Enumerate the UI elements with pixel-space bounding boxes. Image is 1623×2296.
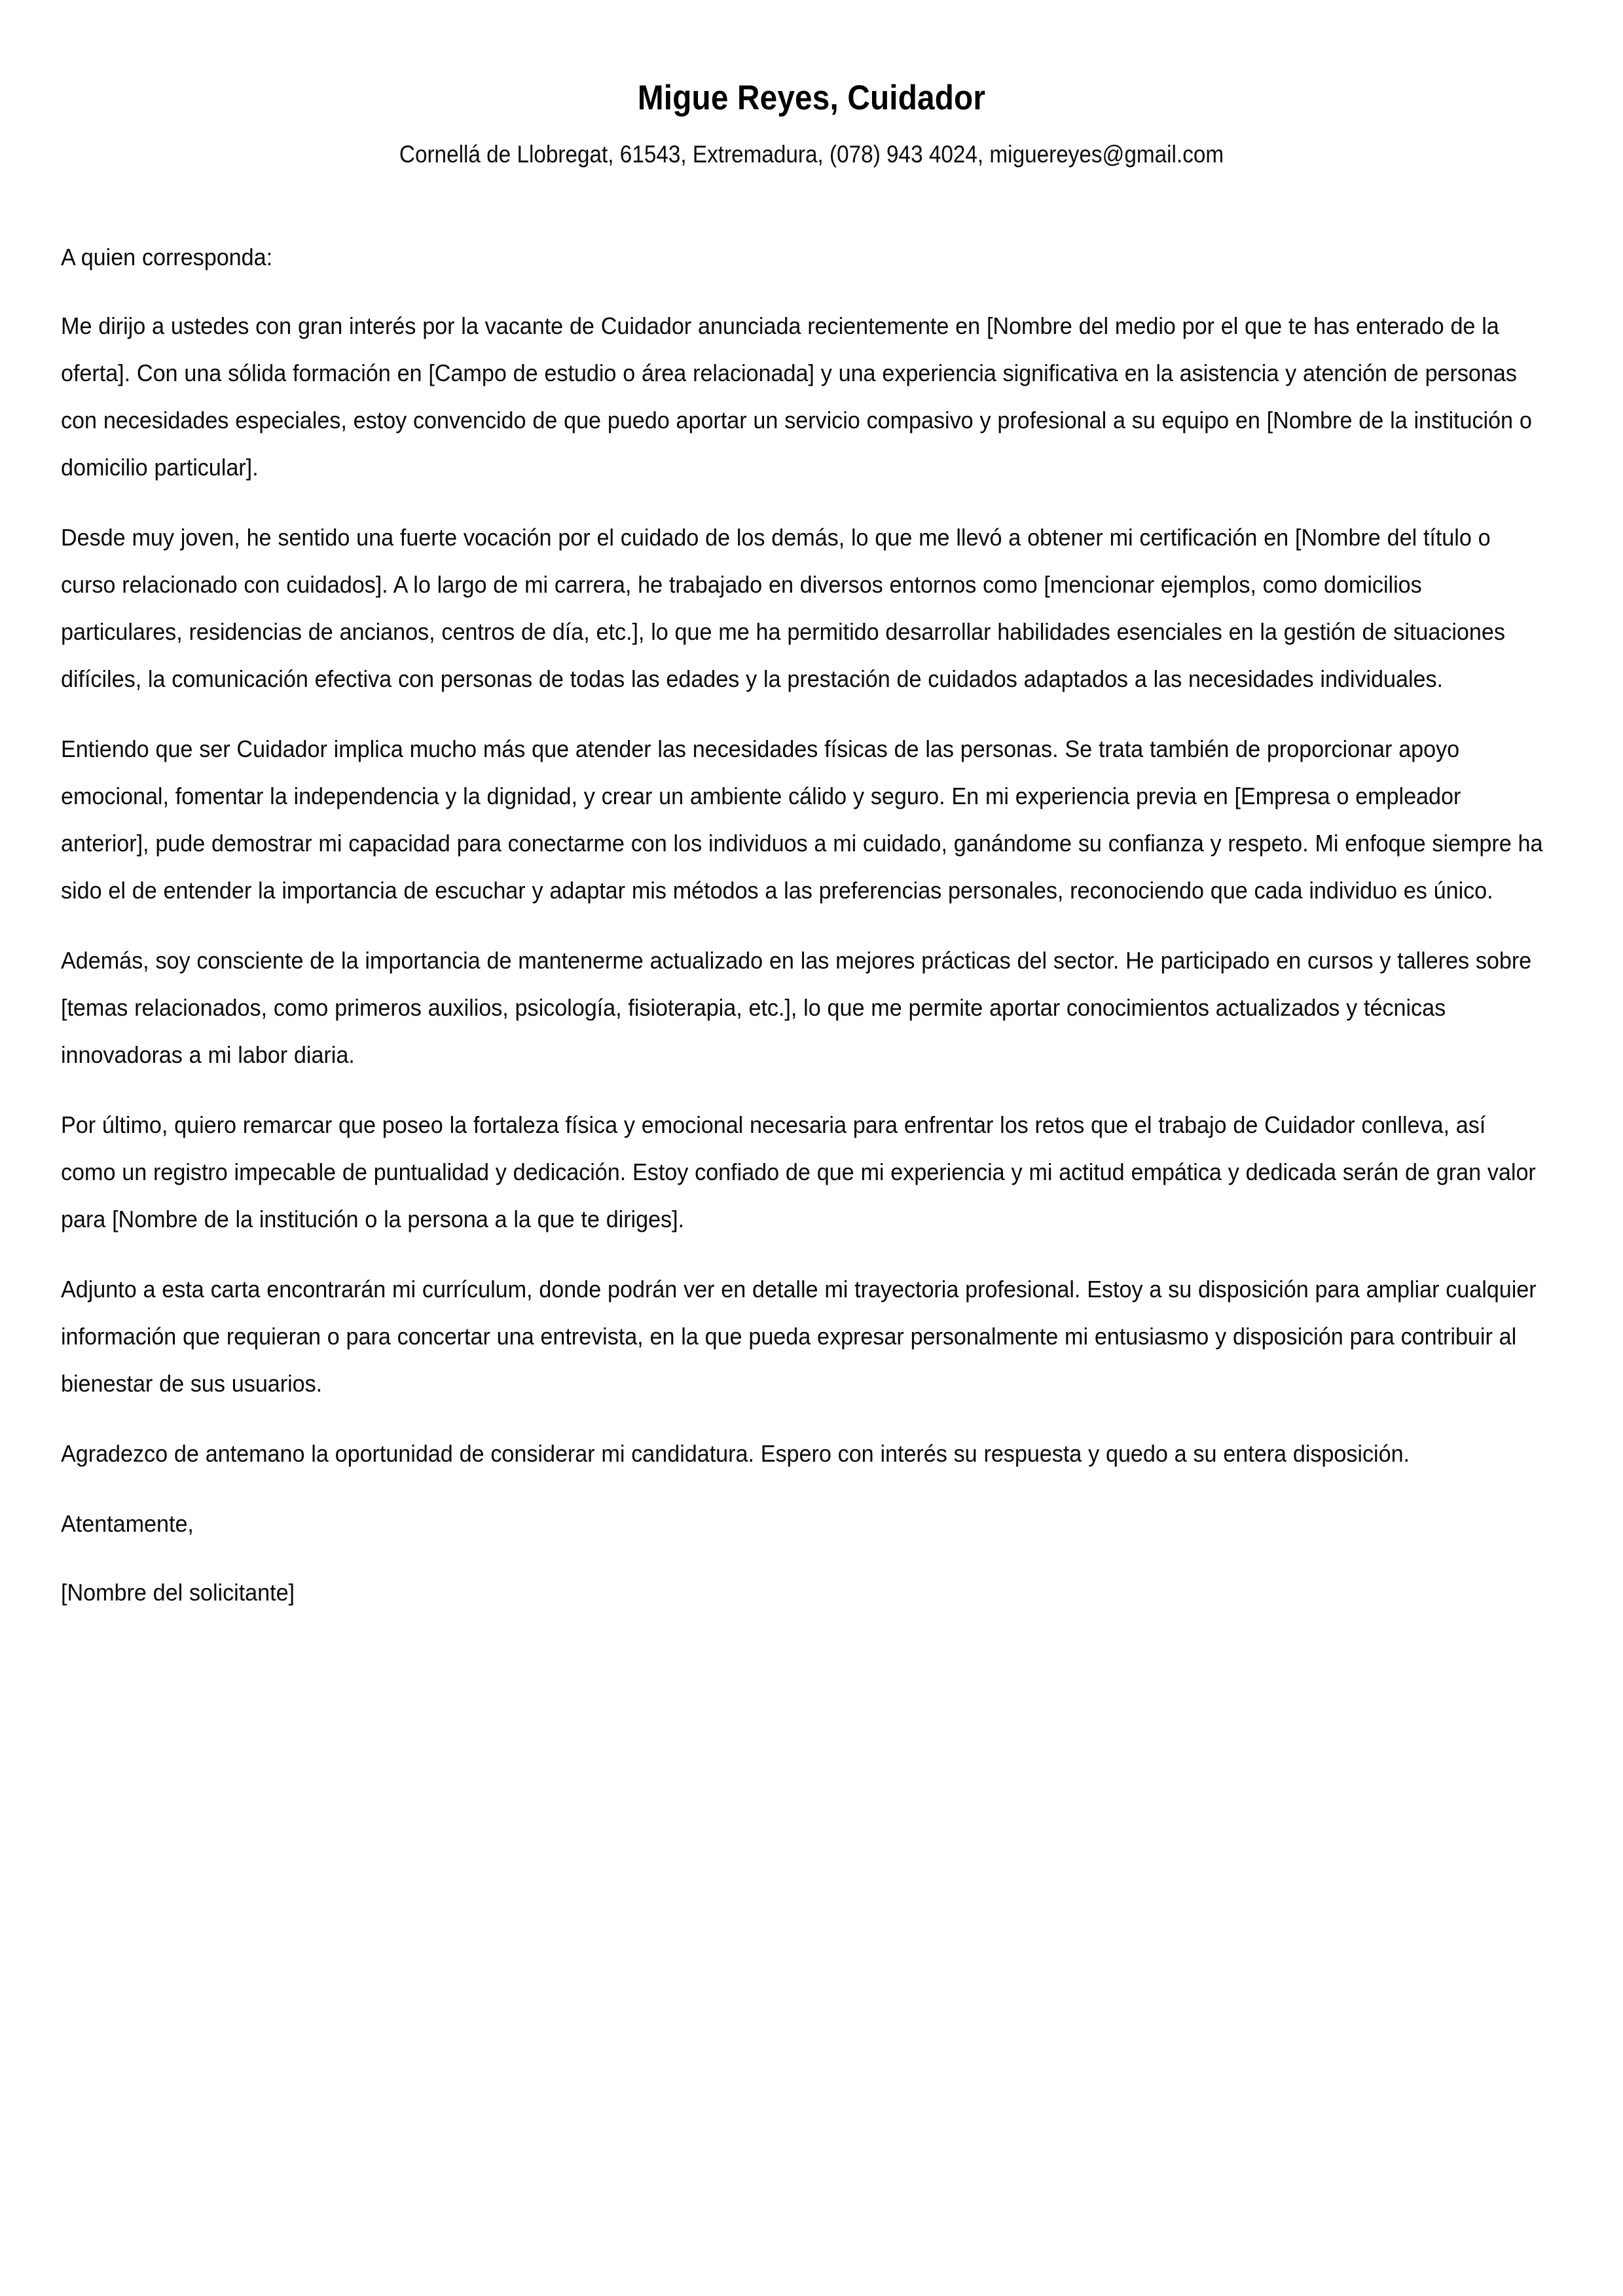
body-paragraph-4: Además, soy consciente de la importancia de mantenerme actualizado en las mejores prácticas del sector. He participado en cursos y talleres sobre [temas relacionados, como primeros auxilios, psicología, fisioterapia, etc.], lo que me permite aportar conocimientos actualizados y técnicas innovadoras a mi labor diaria.: [61, 946, 1532, 1068]
letter-body: [0, 170, 1623, 1616]
body-paragraph-5: Por último, quiero remarcar que poseo la fortaleza física y emocional necesaria para enfrentar los retos que el trabajo de Cuidador conlleva, así como un registro impecable de puntualidad y dedicación. Estoy confiado de que mi experiencia y mi actitud empática y dedicada serán de gran valor para [Nombre de la institución o la persona a la que te diriges].: [61, 1111, 1536, 1232]
signature-name-placeholder: [Nombre del solicitante]: [61, 1578, 295, 1606]
body-paragraph-6: Adjunto a esta carta encontrarán mi currículum, donde podrán ver en detalle mi trayectoria profesional. Estoy a su disposición para ampliar cualquier información que requieran o para concertar una entrevista, en la que pueda expresar personalmente mi entusiasmo y disposición para contribuir al bienestar de sus usuarios.: [61, 1275, 1537, 1397]
page-title: Migue Reyes, Cuidador: [637, 79, 986, 117]
body-paragraph-7: Agradezco de antemano la oportunidad de considerar mi candidatura. Espero con interés su respuesta y quedo a su entera disposición.: [61, 1439, 1410, 1467]
body-paragraph-1: Me dirijo a ustedes con gran interés por la vacante de Cuidador anunciada recientemente en [Nombre del medio por el que te has enterado de la oferta]. Con una sólida formación en [Campo de estudio o área relacionada] y una experiencia significativa en la asistencia y atención de personas con necesidades especiales, estoy convencido de que puedo aportar un servicio compasivo y profesional a su equipo en [Nombre de la institución o domicilio particular].: [61, 312, 1532, 481]
letter-header: [0, 0, 1623, 170]
contact-info-line: Cornellá de Llobregat, 61543, Extremadura, (078) 943 4024, miguereyes@gmail.com: [399, 140, 1224, 168]
salutation: A quien corresponda:: [61, 243, 273, 270]
body-paragraph-2: Desde muy joven, he sentido una fuerte vocación por el cuidado de los demás, lo que me llevó a obtener mi certificación en [Nombre del título o curso relacionado con cuidados]. A lo largo de mi carrera, he trabajado en diversos entornos como [mencionar ejemplos, como domicilios particulares, residencias de ancianos, centros de día, etc.], lo que me ha permitido desarrollar habilidades esenciales en la gestión de situaciones difíciles, la comunicación efectiva con personas de todas las edades y la prestación de cuidados adaptados a las necesidades individuales.: [61, 523, 1505, 692]
body-paragraph-3: Entiendo que ser Cuidador implica mucho más que atender las necesidades físicas de las personas. Se trata también de proporcionar apoyo emocional, fomentar la independencia y la dignidad, y crear un ambiente cálido y seguro. En mi experiencia previa en [Empresa o empleador anterior], pude demostrar mi capacidad para conectarme con los individuos a mi cuidado, ganándome su confianza y respeto. Mi enfoque siempre ha sido el de entender la importancia de escuchar y adaptar mis métodos a las preferencias personales, reconociendo que cada individuo es único.: [61, 735, 1543, 904]
closing-salutation: Atentamente,: [61, 1509, 194, 1537]
